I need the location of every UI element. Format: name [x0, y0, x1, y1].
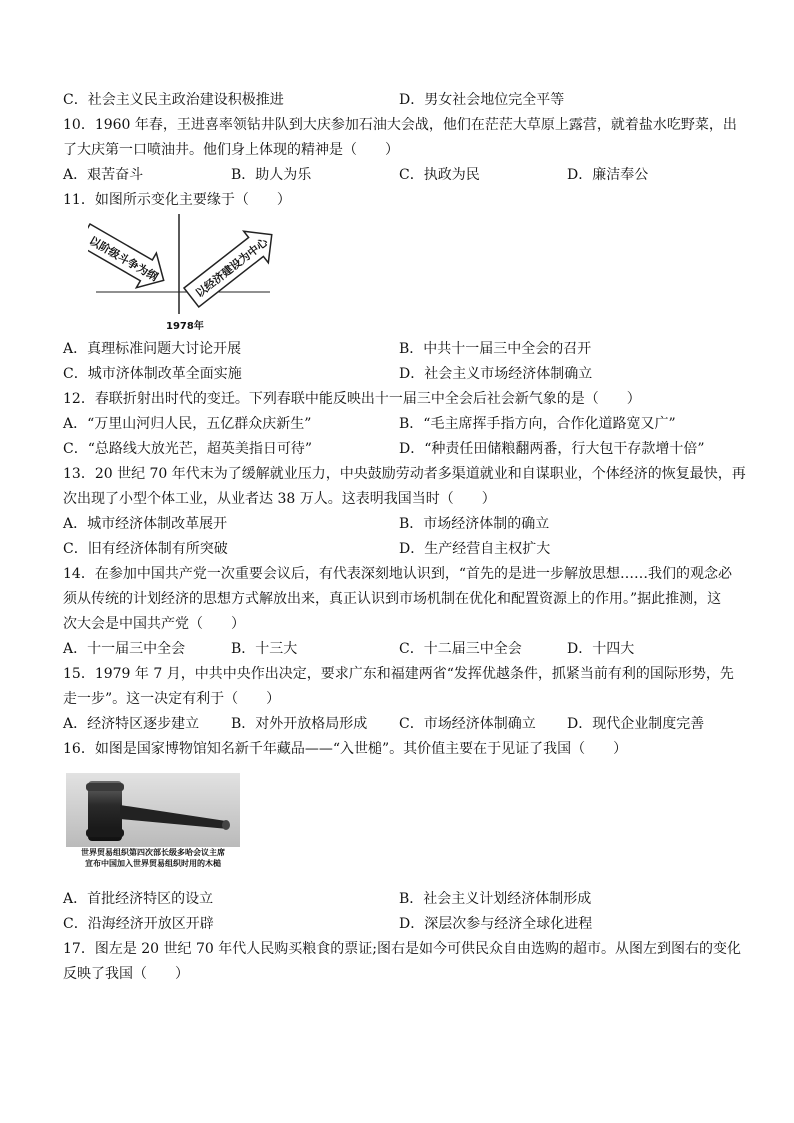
q16-option-d: D．深层次参与经济全球化进程 [399, 916, 593, 932]
arrow-diagram [88, 212, 274, 334]
q10-option-b: B．助人为乐 [231, 167, 312, 183]
q15-stem-line1: 15．1979 年 7 月，中共中央作出决定，要求广东和福建两省“发挥优越条件，抓紧当前有利的国际形势，先 [63, 666, 734, 682]
q12-option-b: B．“毛主席挥手指方向，合作化道路宽又广” [399, 416, 676, 432]
q14-stem-line1: 14．在参加中国共产党一次重要会议后，有代表深刻地认识到，“首先的是进一步解放思想……我们的观念必 [63, 566, 732, 582]
q13-stem-line1: 13．20 世纪 70 年代末为了缓解就业压力，中央鼓励劳动者多渠道就业和自谋职业，个体经济的恢复最快，再 [63, 466, 746, 482]
q14-option-b: B．十三大 [231, 641, 298, 657]
left-arrow-label: 以阶级斗争为纲 [88, 234, 161, 284]
q15-option-c: C．市场经济体制确立 [399, 716, 536, 732]
q12-option-a: A．“万里山河归人民，五亿群众庆新生” [63, 416, 312, 432]
q14-option-d: D．十四大 [567, 641, 635, 657]
q15-option-a: A．经济特区逐步建立 [63, 716, 200, 732]
q13-stem-line2: 次出现了小型个体工业，从业者达 38 万人。这表明我国当时（ ） [63, 491, 496, 507]
q12-option-c: C．“总路线大放光芒，超英美指日可待” [63, 441, 313, 457]
q16-stem: 16．如图是国家博物馆知名新千年藏品——“入世槌”。其价值主要在于见证了我国（ ） [63, 741, 628, 757]
right-arrow [179, 219, 274, 313]
q10-stem-line2: 了大庆第一口喷油井。他们身上体现的精神是（ ） [63, 142, 399, 158]
q11-figure [88, 212, 274, 334]
q12-option-d: D．“种责任田储粮翻两番，行大包干存款增十倍” [399, 441, 705, 457]
photo-caption [66, 847, 240, 869]
q13-option-a: A．城市经济体制改革展开 [63, 516, 228, 532]
q11-stem: 11．如图所示变化主要缘于（ ） [63, 192, 291, 208]
q10-option-c: C．执政为民 [399, 167, 480, 183]
q10-option-d: D．廉洁奉公 [567, 167, 649, 183]
q16-option-c: C．沿海经济开放区开辟 [63, 916, 214, 932]
q16-option-b: B．社会主义计划经济体制形成 [399, 891, 592, 907]
q14-option-a: A．十一届三中全会 [63, 641, 186, 657]
q11-option-d: D．社会主义市场经济体制确立 [399, 366, 593, 382]
q15-stem-line2: 走一步”。这一决定有利于（ ） [63, 691, 281, 707]
q9-option-d: D．男女社会地位完全平等 [399, 92, 565, 108]
q13-option-c: C．旧有经济体制有所突破 [63, 541, 228, 557]
q14-stem-line3: 次大会是中国共产党（ ） [63, 616, 245, 632]
q9-option-c: C．社会主义民主政治建设积极推进 [63, 92, 284, 108]
q13-option-d: D．生产经营自主权扩大 [399, 541, 551, 557]
q10-stem-line1: 10．1960 年春，王进喜率领钻井队到大庆参加石油大会战，他们在茫茫大草原上露营，就着盐水吃野菜，出 [63, 117, 737, 133]
q16-option-a: A．首批经济特区的设立 [63, 891, 214, 907]
q15-option-d: D．现代企业制度完善 [567, 716, 705, 732]
q16-photo [66, 773, 240, 881]
q15-option-b: B．对外开放格局形成 [231, 716, 368, 732]
right-arrow-label: 以经济建设为中心 [193, 235, 271, 301]
q11-option-b: B．中共十一届三中全会的召开 [399, 341, 592, 357]
q14-option-c: C．十二届三中全会 [399, 641, 522, 657]
photo-caption-line2: 宣布中国加入世界贸易组织时用的木槌 [85, 859, 221, 868]
q14-stem-line2: 须从传统的计划经济的思想方式解放出来，真正认识到市场机制在优化和配置资源上的作用。”据此推测，这 [63, 591, 722, 607]
year-label: 1978年 [166, 321, 204, 332]
photo-caption-line1: 世界贸易组织第四次部长级多哈会议主席 [81, 848, 225, 857]
q17-stem-line2: 反映了我国（ ） [63, 966, 189, 982]
q17-stem-line1: 17．图左是 20 世纪 70 年代人民购买粮食的票证;图右是如今可供民众自由选购的超市。从图左到图右的变化 [63, 941, 741, 957]
q11-option-c: C．城市济体制改革全面实施 [63, 366, 242, 382]
q11-option-a: A．真理标准问题大讨论开展 [63, 341, 242, 357]
q13-option-b: B．市场经济体制的确立 [399, 516, 550, 532]
q12-stem: 12．春联折射出时代的变迁。下列春联中能反映出十一届三中全会后社会新气象的是（ ） [63, 391, 641, 407]
q10-option-a: A．艰苦奋斗 [63, 167, 144, 183]
left-arrow [88, 217, 174, 298]
